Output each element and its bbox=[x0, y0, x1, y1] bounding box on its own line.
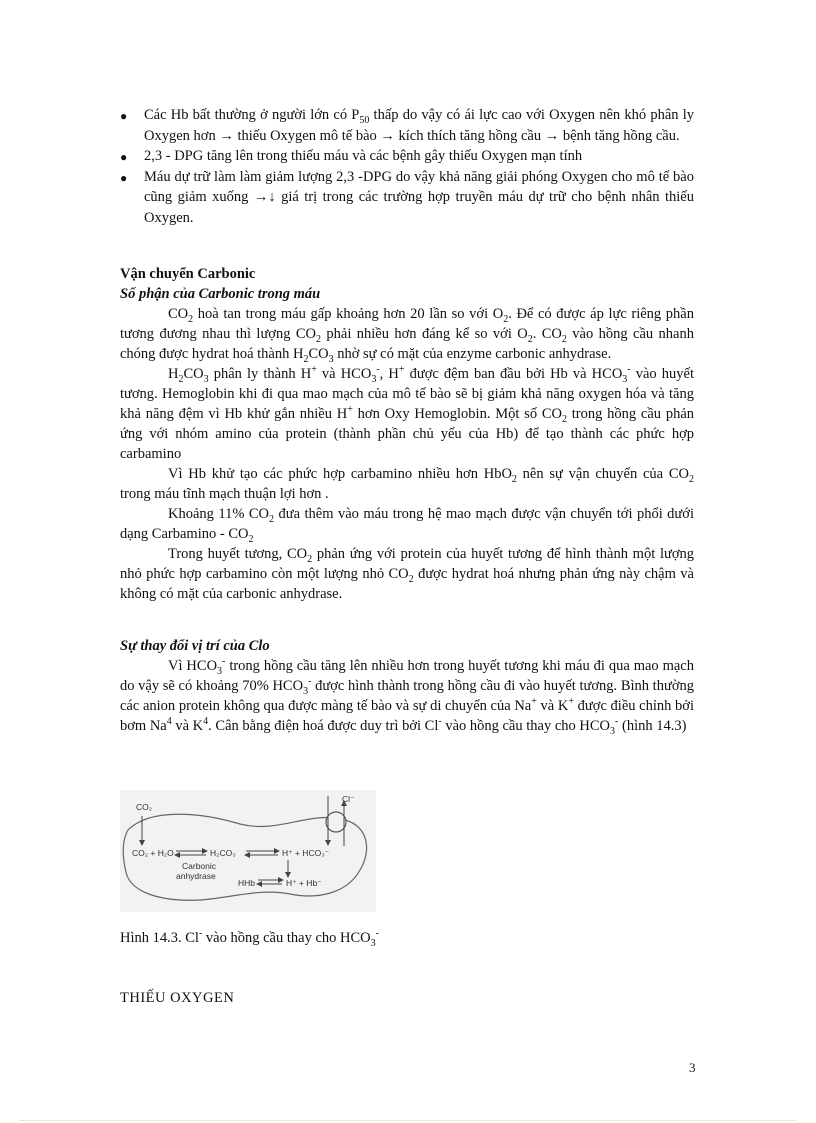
paragraph: Trong huyết tương, $CO_2$ phản ứng với protein của huyết tương để hình thành một lượng nhỏ phức hợp carbamino còn một lượng nhỏ $CO_2$ được hydrat hoá nhưng phản ứng này chậm và không có mặt của carbonic anhydrase. bbox=[120, 546, 694, 602]
enzyme-label-2: anhydrase bbox=[176, 871, 216, 881]
paragraph: $H_2CO_3$ phân ly thành H+ và $HCO_3^-$, H+ được đệm ban đầu bởi Hb và $HCO_3^-$ vào huyết tương. Hemoglobin khi đi qua mao mạch của mô tế bào sẽ bị giảm khả năng oxygen hóa và tăng khả năng đệm vì Hb khử gắn nhiều H+ hơn Oxy Hemoglobin. Một số $CO_2$ trong hồng cầu phản ứng với nhóm amino của protein (thành phần chủ yếu của Hb) để tạo thành các phức hợp carbamino bbox=[120, 364, 695, 462]
co2-label: CO₂ bbox=[136, 802, 153, 812]
carbonic-acid-label: H₂CO₃ bbox=[210, 848, 236, 858]
subsection-heading: Số phận của Carbonic trong máu bbox=[120, 286, 321, 302]
figure-caption: Hình 14.3. Cl- vào hồng cầu thay cho $HCO_3^-$ bbox=[120, 928, 379, 949]
cell-diagram-svg bbox=[120, 790, 376, 912]
bullet-list bbox=[120, 105, 694, 228]
carbonic-section bbox=[120, 264, 694, 604]
bullet-text: Máu dự trữ làm làm giảm lượng 2,3 -DPG do vậy khả năng giải phóng Oxygen cho mô tế bào cũng giảm xuống →↓ giá trị trong các trường hợp truyền máu dự trữ cho bệnh nhân thiếu Oxygen. bbox=[144, 168, 694, 226]
page-divider bbox=[20, 1120, 796, 1121]
chloride-section bbox=[120, 636, 694, 736]
bullet-icon: ● bbox=[120, 109, 128, 123]
bullet-icon: ● bbox=[120, 150, 128, 164]
reaction-reactants: CO₂ + H₂O bbox=[132, 848, 174, 858]
figure-14-3-diagram bbox=[120, 790, 376, 912]
hhb-label: HHb bbox=[238, 878, 256, 888]
page-number: 3 bbox=[689, 1060, 696, 1075]
subsection-heading: Sự thay đổi vị trí của Clo bbox=[120, 638, 270, 654]
section-heading: Vận chuyển Carbonic bbox=[120, 266, 256, 282]
paragraph: Vì $HCO_3^-$ trong hồng cầu tăng lên nhiều hơn trong huyết tương khi máu đi qua mao mạch do vậy sẽ có khoảng 70% $HCO_3^-$ được hình thành trong hồng cầu đi vào huyết tương. Bình thường các anion protein không qua được màng tế bào và sự di chuyển của Na+ và K+ được điều chỉnh bởi bơm Na$^4$ và $K^4$. Cân bằng điện hoá được duy trì bởi Cl- vào hồng cầu thay cho $HCO_3^-$ (hình 14.3) bbox=[120, 656, 694, 737]
bullet-text: Các Hb bất thường ở người lớn có P bbox=[144, 107, 360, 123]
list-item bbox=[120, 146, 694, 167]
paragraph: Vì Hb khử tạo các phức hợp carbamino nhiều hơn HbO$_2$ nên sự vận chuyển của $CO_2$ trong máu tĩnh mạch thuận lợi hơn . bbox=[120, 466, 694, 502]
bullet-text: thấp do vậy có ái lực cao với Oxygen nên khó phân ly Oxygen hơn → thiếu Oxygen mô tế bào → kích thích tăng hồng cầu → bệnh tăng hồng cầu. bbox=[144, 107, 695, 144]
subscript: 50 bbox=[359, 114, 370, 126]
bullet-icon: ● bbox=[120, 170, 128, 185]
paragraph: $CO_2$ hoà tan trong máu gấp khoảng hơn 20 lần so với $O_2$. Để có được áp lực riêng phần tương đương nhau thì lượng $CO_2$ phải nhiều hơn đáng kể so với $O_2$. $CO_2$ vào hồng cầu nhanh chóng được hydrat hoá thành $H_2CO_3$ nhờ sự có mặt của enzyme carbonic anhydrase. bbox=[120, 306, 694, 365]
section-title: THIẾU OXYGEN bbox=[120, 990, 235, 1006]
proton-hb-label: H⁺ + Hb⁻ bbox=[286, 878, 322, 888]
list-item bbox=[120, 167, 694, 229]
ion-pump-icon bbox=[326, 812, 346, 832]
paragraph: Khoảng 11% $CO_2$ đưa thêm vào máu trong hệ mao mạch được vận chuyển tới phổi dưới dạng Carbamino - $CO_2$ bbox=[120, 506, 694, 545]
enzyme-label-1: Carbonic bbox=[182, 861, 217, 871]
proton-bicarbonate-label: H⁺ + HCO₃⁻ bbox=[282, 848, 330, 858]
bullet-text: 2,3 - DPG tăng lên trong thiếu máu và các bệnh gây thiếu Oxygen mạn tính bbox=[144, 148, 583, 164]
chloride-label: Cl⁻ bbox=[342, 794, 355, 804]
list-item bbox=[120, 105, 694, 146]
